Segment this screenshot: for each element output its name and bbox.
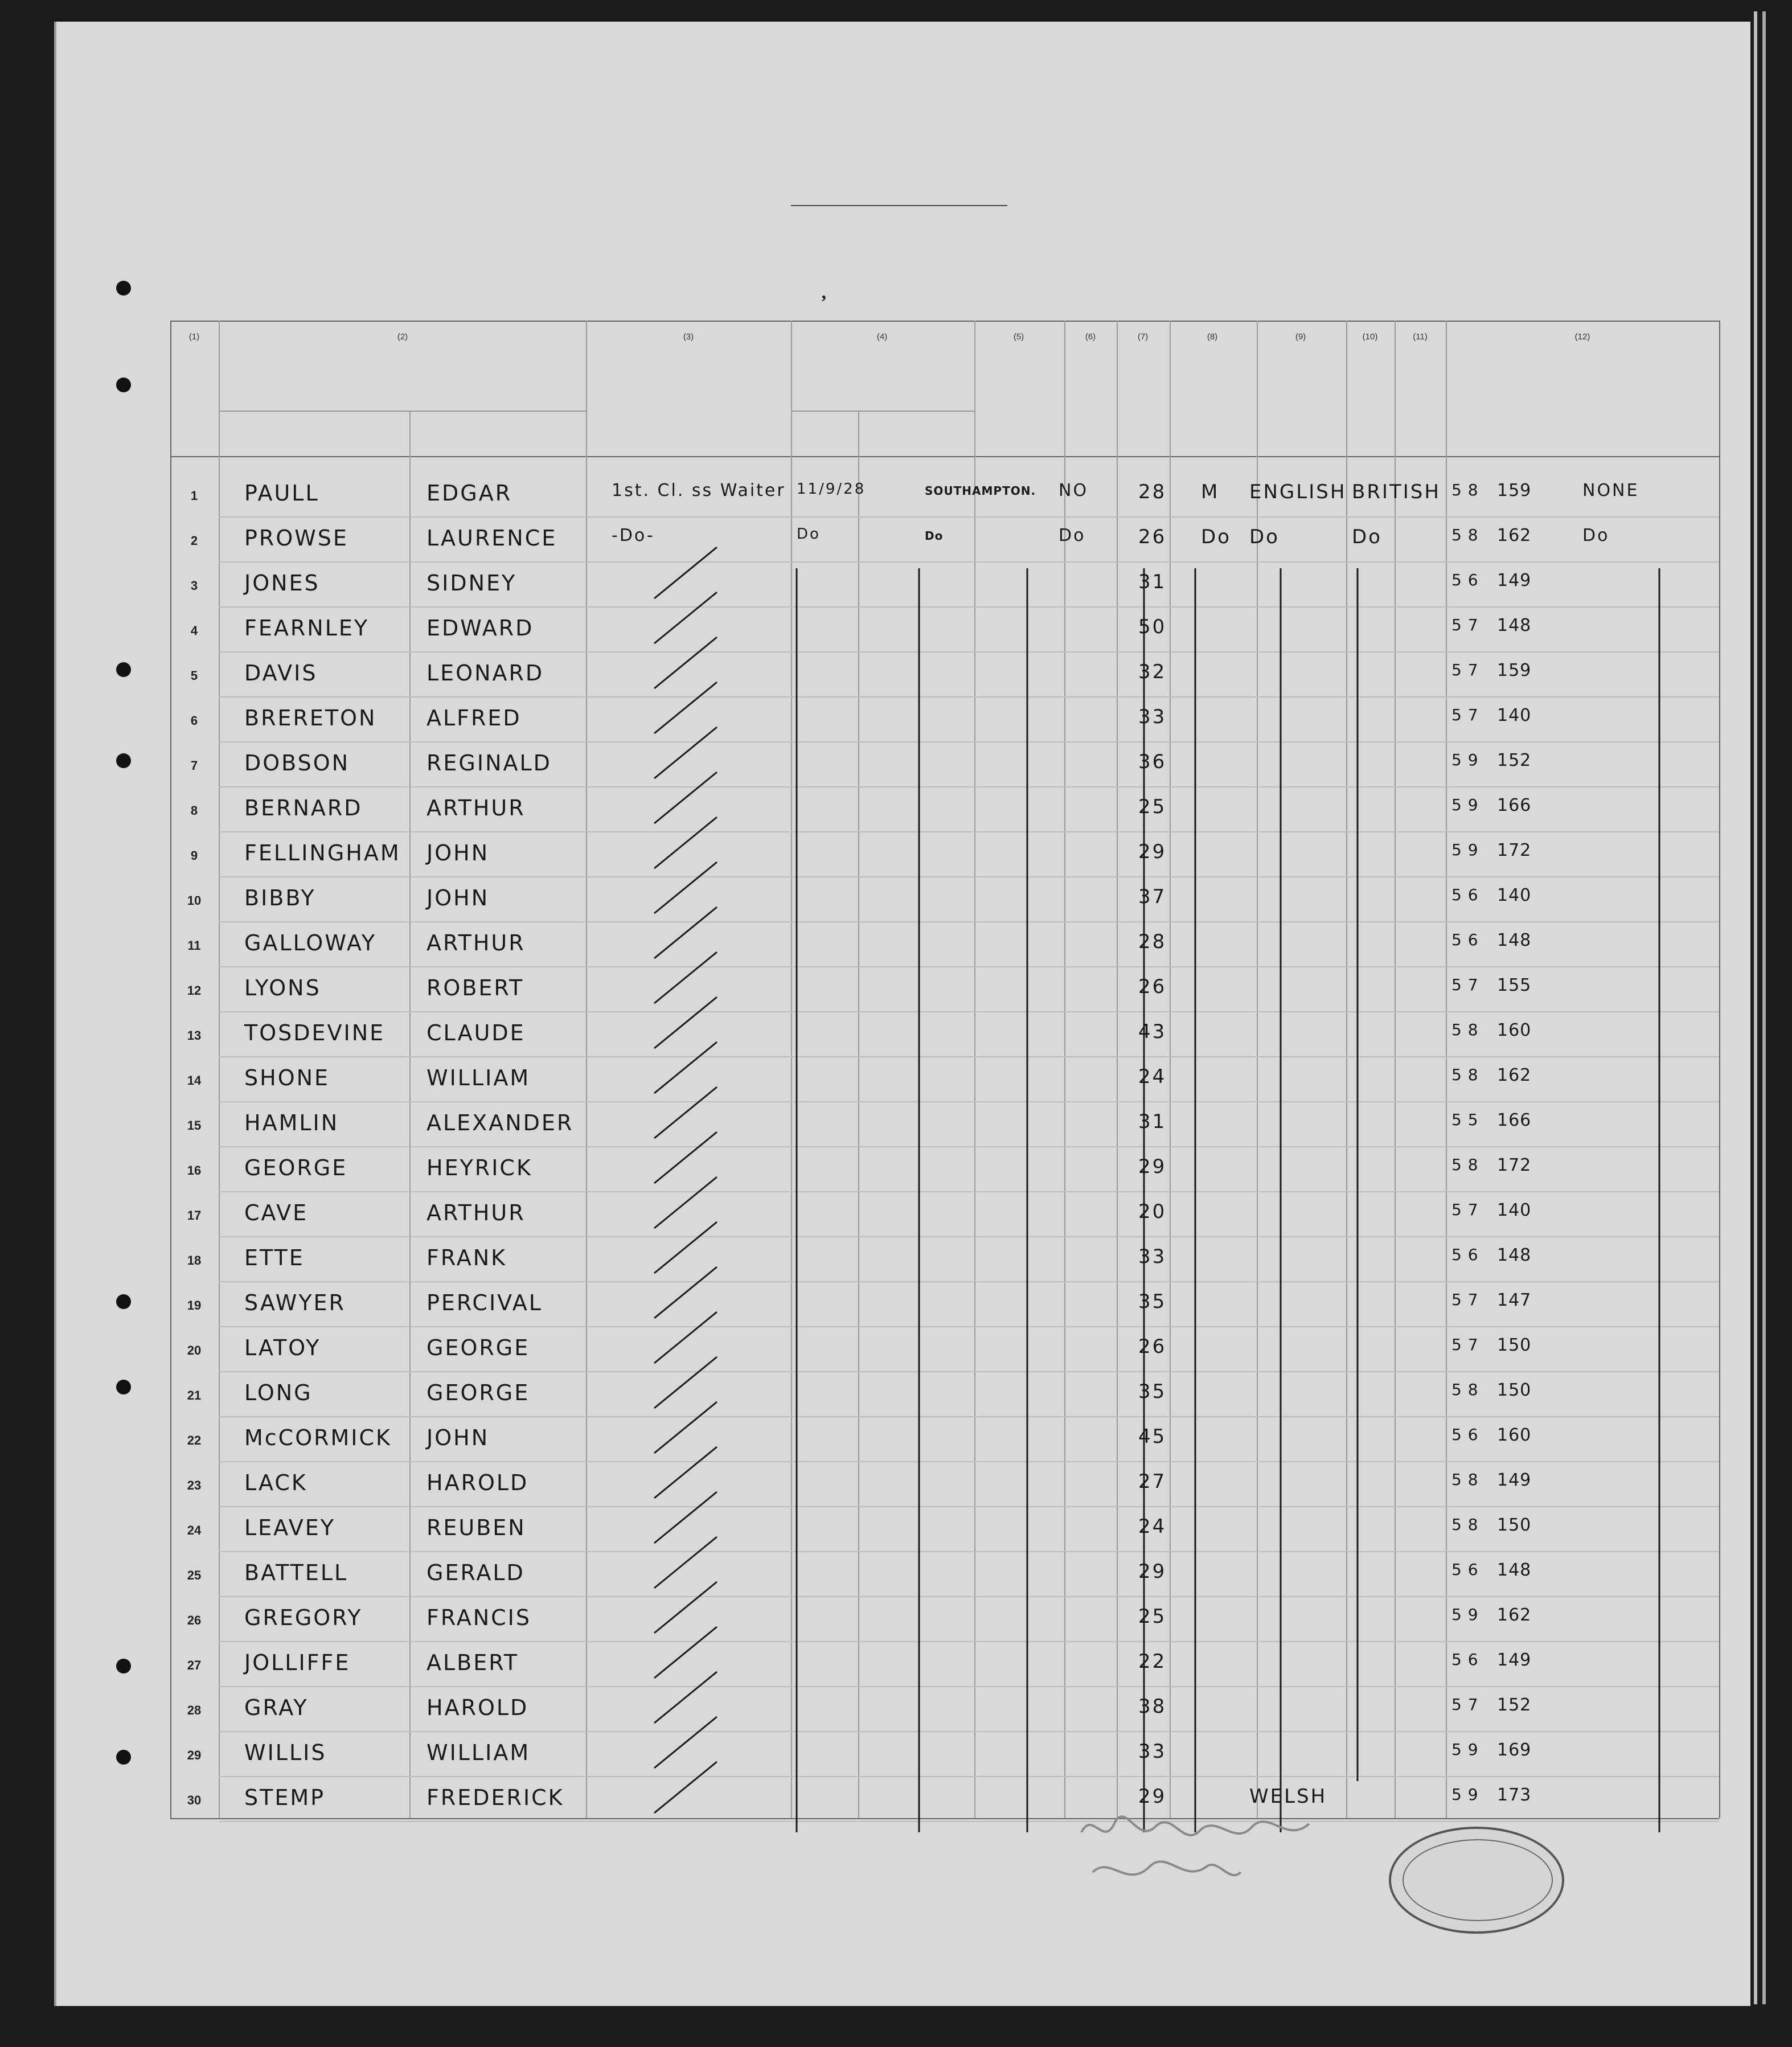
cell-given-name: WILLIAM: [427, 1065, 531, 1090]
row-number: 5: [190, 668, 198, 683]
cell-family-name: BIBBY: [244, 885, 316, 910]
column-number: (12): [1574, 332, 1590, 342]
cell-given-name: FRANK: [427, 1245, 507, 1270]
row-number: 30: [187, 1793, 202, 1807]
cell-given-name: JOHN: [427, 1425, 490, 1450]
cell-given-name: FRANCIS: [427, 1605, 532, 1630]
cell-weight: 166: [1497, 795, 1532, 815]
row-number: 10: [187, 893, 202, 908]
row-number: 8: [190, 803, 198, 818]
row-number: 26: [187, 1613, 202, 1627]
cell-weight: 172: [1497, 840, 1532, 860]
cell-age: 28: [1138, 930, 1167, 953]
row-number: 12: [187, 983, 202, 998]
page-edge-2: [1762, 11, 1766, 2004]
cell-height: 5 6: [1451, 885, 1479, 904]
cell-family-name: FEARNLEY: [244, 616, 370, 641]
column-number: (8): [1207, 332, 1218, 342]
cell-weight: 150: [1497, 1515, 1532, 1535]
cell-where: Do: [925, 529, 944, 543]
cell-age: 26: [1138, 526, 1167, 548]
cell-height: 5 8: [1451, 1065, 1479, 1084]
cell-family-name: LONG: [244, 1380, 313, 1405]
cell-age: 31: [1138, 1110, 1167, 1133]
cell-race: Do: [1249, 526, 1280, 548]
cell-given-name: ALEXANDER: [427, 1110, 574, 1135]
cell-family-name: DOBSON: [244, 750, 350, 776]
cell-height: 5 6: [1451, 1560, 1479, 1579]
cell-sex: M: [1201, 481, 1220, 503]
cell-weight: 148: [1497, 1560, 1532, 1580]
cell-weight: 147: [1497, 1290, 1532, 1310]
row-number: 13: [187, 1028, 202, 1043]
cell-family-name: SAWYER: [244, 1290, 346, 1315]
cell-family-name: McCORMICK: [244, 1425, 392, 1450]
row-number: 17: [187, 1208, 202, 1223]
cell-paid-off: Do: [1059, 526, 1086, 545]
cell-height: 5 8: [1451, 481, 1479, 499]
cell-age: 24: [1138, 1065, 1167, 1088]
cell-weight: 169: [1497, 1740, 1532, 1760]
mm-office-stamp: [1389, 1827, 1564, 1934]
cell-age: 22: [1138, 1650, 1167, 1673]
comma-sep: ,: [822, 282, 827, 303]
cell-given-name: GEORGE: [427, 1380, 530, 1405]
cell-height: 5 9: [1451, 840, 1479, 859]
cell-given-name: JOHN: [427, 840, 490, 865]
cell-family-name: GREGORY: [244, 1605, 363, 1630]
row-number: 18: [187, 1253, 202, 1267]
cell-family-name: LATOY: [244, 1335, 321, 1360]
row-number: 29: [187, 1748, 202, 1762]
cell-weight: 140: [1497, 1200, 1532, 1220]
cell-age: 38: [1138, 1695, 1167, 1718]
row-number: 6: [190, 713, 198, 728]
row-number: 14: [187, 1073, 202, 1088]
cell-family-name: PROWSE: [244, 526, 348, 551]
cell-weight: 149: [1497, 571, 1532, 590]
cell-weight: 160: [1497, 1020, 1532, 1040]
cell-when: Do: [797, 526, 821, 543]
cell-height: 5 9: [1451, 1785, 1479, 1804]
cell-height: 5 8: [1451, 526, 1479, 544]
cell-height: 5 7: [1451, 975, 1479, 994]
cell-position: -Do-: [612, 526, 655, 545]
cell-weight: 173: [1497, 1785, 1532, 1805]
cell-age: 33: [1138, 1245, 1167, 1268]
cell-height: 5 6: [1451, 930, 1479, 949]
cell-height: 5 7: [1451, 1200, 1479, 1219]
row-number: 23: [187, 1478, 202, 1492]
cell-family-name: TOSDEVINE: [244, 1020, 386, 1045]
cell-given-name: REUBEN: [427, 1515, 526, 1540]
cell-race: ENGLISH: [1249, 481, 1347, 503]
row-number: 11: [187, 938, 201, 953]
cell-weight: 152: [1497, 1695, 1532, 1715]
cell-given-name: ARTHUR: [427, 930, 526, 955]
cell-weight: 150: [1497, 1335, 1532, 1355]
cell-family-name: BRERETON: [244, 705, 377, 731]
cell-given-name: CLAUDE: [427, 1020, 526, 1045]
cell-given-name: ARTHUR: [427, 795, 526, 821]
cell-family-name: LYONS: [244, 975, 321, 1000]
cell-age: 29: [1138, 1155, 1167, 1178]
cell-weight: 155: [1497, 975, 1532, 995]
cell-position: 1st. Cl. ss Waiter: [612, 481, 786, 501]
column-number: (6): [1085, 332, 1096, 342]
row-number: 15: [187, 1118, 202, 1133]
cell-family-name: JOLLIFFE: [244, 1650, 351, 1675]
cell-marks: Do: [1582, 526, 1610, 545]
cell-given-name: HAROLD: [427, 1470, 529, 1495]
cell-weight: 149: [1497, 1470, 1532, 1490]
cell-nationality: Do: [1352, 526, 1382, 548]
cell-height: 5 8: [1451, 1470, 1479, 1489]
cell-marks: NONE: [1582, 481, 1639, 501]
cell-family-name: GALLOWAY: [244, 930, 377, 955]
cell-age: 26: [1138, 1335, 1167, 1358]
cell-given-name: ARTHUR: [427, 1200, 526, 1225]
row-number: 9: [190, 848, 198, 863]
cell-weight: 162: [1497, 526, 1532, 545]
cell-height: 5 6: [1451, 1650, 1479, 1669]
cell-age: 25: [1138, 795, 1167, 818]
cell-height: 5 6: [1451, 1245, 1479, 1264]
column-number: (11): [1413, 332, 1428, 342]
row-number: 19: [187, 1298, 202, 1312]
ditto-strokes: [56, 22, 1750, 2006]
cell-weight: 162: [1497, 1605, 1532, 1625]
column-number: (10): [1362, 332, 1378, 342]
cell-height: 5 7: [1451, 661, 1479, 679]
cell-weight: 152: [1497, 750, 1532, 770]
cell-given-name: ALFRED: [427, 705, 522, 731]
row-number: 24: [187, 1523, 202, 1537]
cell-age: 33: [1138, 1740, 1167, 1763]
cell-age: 35: [1138, 1290, 1167, 1313]
cell-given-name: GEORGE: [427, 1335, 530, 1360]
cell-age: 35: [1138, 1380, 1167, 1403]
cell-age: 33: [1138, 705, 1167, 728]
cell-family-name: STEMP: [244, 1785, 326, 1810]
cell-age: 45: [1138, 1425, 1167, 1448]
row-number: 25: [187, 1568, 202, 1582]
manifest-page: [54, 22, 1750, 2006]
cell-height: 5 5: [1451, 1110, 1479, 1129]
row-number: 27: [187, 1658, 202, 1672]
cell-given-name: WILLIAM: [427, 1740, 531, 1765]
cell-age: 24: [1138, 1515, 1167, 1538]
column-number: (4): [876, 332, 888, 342]
cell-age: 29: [1138, 840, 1167, 863]
row-number: 7: [190, 758, 198, 773]
cell-height: 5 7: [1451, 616, 1479, 634]
cell-age: 29: [1138, 1785, 1167, 1808]
cell-age: 32: [1138, 661, 1167, 683]
cell-height: 5 7: [1451, 1290, 1479, 1309]
cell-weight: 140: [1497, 885, 1532, 905]
row-number: 2: [190, 534, 198, 548]
row-number: 22: [187, 1433, 202, 1447]
cell-family-name: CAVE: [244, 1200, 309, 1225]
cell-family-name: LEAVEY: [244, 1515, 335, 1540]
row-number: 16: [187, 1163, 202, 1178]
cell-weight: 159: [1497, 661, 1532, 680]
cell-weight: 166: [1497, 1110, 1532, 1130]
cell-where: SOUTHAMPTON.: [925, 484, 1036, 498]
cell-height: 5 8: [1451, 1155, 1479, 1174]
row-number: 28: [187, 1703, 202, 1717]
cell-height: 5 9: [1451, 750, 1479, 769]
cell-weight: 149: [1497, 1650, 1532, 1670]
cell-given-name: HAROLD: [427, 1695, 529, 1720]
cell-height: 5 7: [1451, 705, 1479, 724]
cell-height: 5 9: [1451, 1740, 1479, 1759]
signature-scribble: [1070, 1798, 1389, 1918]
cell-weight: 160: [1497, 1425, 1532, 1445]
cell-height: 5 7: [1451, 1335, 1479, 1354]
cell-given-name: GERALD: [427, 1560, 525, 1585]
cell-weight: 148: [1497, 1245, 1532, 1265]
cell-weight: 148: [1497, 616, 1532, 635]
cell-age: 26: [1138, 975, 1167, 998]
cell-family-name: GEORGE: [244, 1155, 348, 1180]
row-number: 4: [190, 623, 198, 638]
cell-given-name: ROBERT: [427, 975, 524, 1000]
cell-family-name: JONES: [244, 571, 320, 596]
cell-height: 5 6: [1451, 1425, 1479, 1444]
cell-height: 5 8: [1451, 1020, 1479, 1039]
cell-family-name: BERNARD: [244, 795, 363, 821]
page-edge-1: [1754, 11, 1757, 2004]
cell-family-name: WILLIS: [244, 1740, 327, 1765]
column-number: (9): [1295, 332, 1306, 342]
cell-age: 28: [1138, 481, 1167, 503]
cell-given-name: PERCIVAL: [427, 1290, 543, 1315]
cell-age: 31: [1138, 571, 1167, 593]
cell-age: 29: [1138, 1560, 1167, 1583]
column-number: (3): [683, 332, 694, 342]
row-number: 3: [190, 579, 198, 593]
cell-weight: 150: [1497, 1380, 1532, 1400]
cell-age: 43: [1138, 1020, 1167, 1043]
column-number: (7): [1137, 332, 1149, 342]
column-number: (5): [1013, 332, 1024, 342]
cell-family-name: GRAY: [244, 1695, 309, 1720]
cell-given-name: EDGAR: [427, 481, 512, 506]
cell-family-name: ETTE: [244, 1245, 305, 1270]
cell-given-name: JOHN: [427, 885, 490, 910]
cell-family-name: DAVIS: [244, 661, 318, 686]
column-number: (1): [188, 332, 200, 342]
cell-age: 27: [1138, 1470, 1167, 1493]
cell-given-name: FREDERICK: [427, 1785, 564, 1810]
cell-family-name: FELLINGHAM: [244, 840, 401, 865]
cell-given-name: LEONARD: [427, 661, 544, 686]
cell-family-name: HAMLIN: [244, 1110, 339, 1135]
cell-age: 36: [1138, 750, 1167, 773]
cell-age: 20: [1138, 1200, 1167, 1223]
cell-height: 5 9: [1451, 795, 1479, 814]
cell-nationality: BRITISH: [1352, 481, 1441, 503]
cell-height: 5 8: [1451, 1380, 1479, 1399]
cell-when: 11/9/28: [797, 481, 866, 498]
cell-paid-off: NO: [1059, 481, 1089, 501]
cell-age: 25: [1138, 1605, 1167, 1628]
cell-weight: 148: [1497, 930, 1532, 950]
cell-age: 50: [1138, 616, 1167, 638]
cell-family-name: LACK: [244, 1470, 307, 1495]
row-number: 20: [187, 1343, 202, 1357]
cell-weight: 162: [1497, 1065, 1532, 1085]
cell-race: WELSH: [1249, 1785, 1327, 1808]
cell-family-name: PAULL: [244, 481, 319, 506]
cell-age: 37: [1138, 885, 1167, 908]
cell-height: 5 6: [1451, 571, 1479, 589]
cell-family-name: SHONE: [244, 1065, 330, 1090]
cell-sex: Do: [1201, 526, 1231, 548]
cell-given-name: HEYRICK: [427, 1155, 532, 1180]
cell-height: 5 8: [1451, 1515, 1479, 1534]
cell-weight: 172: [1497, 1155, 1532, 1175]
cell-height: 5 7: [1451, 1695, 1479, 1714]
cell-family-name: BATTELL: [244, 1560, 348, 1585]
cell-given-name: REGINALD: [427, 750, 552, 776]
row-number: 21: [187, 1388, 202, 1402]
cell-given-name: SIDNEY: [427, 571, 517, 596]
cell-weight: 159: [1497, 481, 1532, 501]
cell-height: 5 9: [1451, 1605, 1479, 1624]
cell-weight: 140: [1497, 705, 1532, 725]
cell-given-name: EDWARD: [427, 616, 534, 641]
column-number: (2): [397, 332, 408, 342]
cell-given-name: ALBERT: [427, 1650, 519, 1675]
cell-given-name: LAURENCE: [427, 526, 557, 551]
row-number: 1: [190, 489, 198, 503]
